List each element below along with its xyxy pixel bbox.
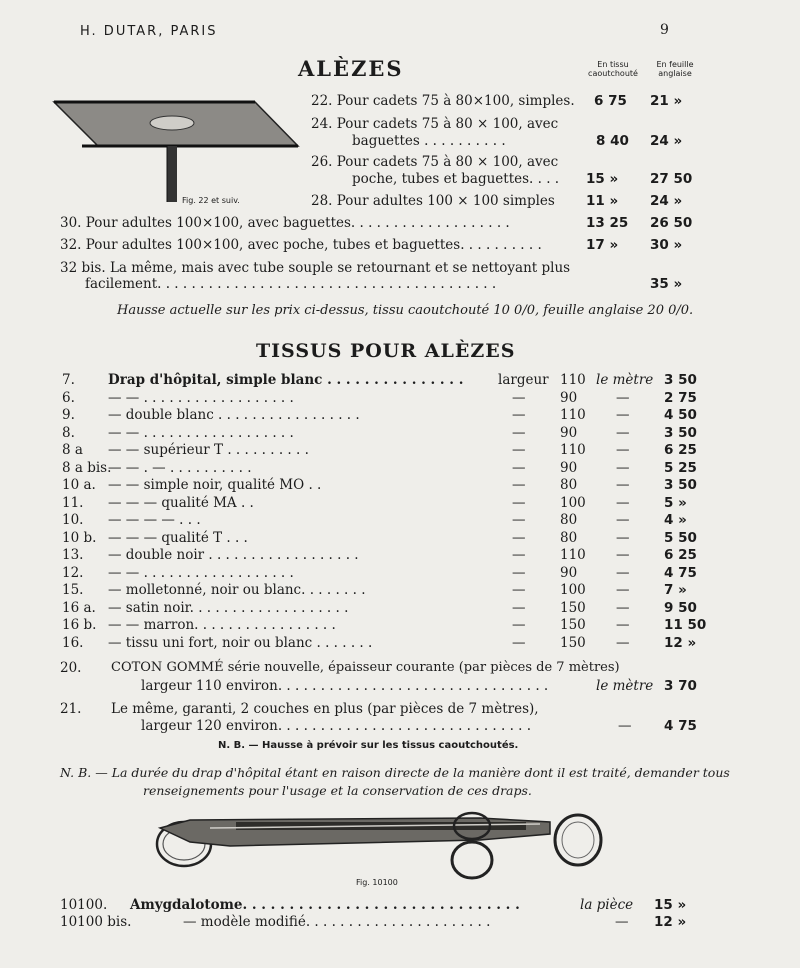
tissu-row-ref: 9. [62, 407, 75, 423]
tissu-row-unit: le mètre [596, 372, 654, 388]
tissu-row-desc: — — marron. . . . . . . . . . . . . . . . . [108, 617, 336, 633]
tissu-row-width: 110 [560, 407, 586, 423]
item-10100-desc: Amygdalotome. . . . . . . . . . . . . . . . . . . . . . . . . . . . . . [130, 897, 520, 913]
tissu-row-price: 4 50 [664, 407, 697, 423]
tissu-row-largeur: — [512, 599, 526, 616]
tissu-row-price: 7 » [664, 582, 687, 598]
tissu-row-largeur: — [512, 617, 526, 633]
item-20-price: 3 70 [664, 678, 697, 694]
tissu-row-width: 80 [560, 512, 578, 528]
tissu-row-ref: 10 b. [62, 529, 97, 546]
page-number: 9 [660, 22, 669, 38]
item-20-unit: le mètre [596, 678, 654, 694]
tissu-row-ref: 16 b. [62, 617, 97, 633]
tissu-row-width: 90 [560, 459, 578, 476]
tissu-row-width: 110 [560, 372, 586, 388]
item-28-text: 28. Pour adultes 100 × 100 simples [311, 193, 555, 209]
tissu-row-largeur: — [512, 547, 526, 563]
tissu-row-width: 150 [560, 617, 586, 633]
tissu-row-width: 80 [560, 529, 578, 546]
tissu-row-ref: 16 a. [62, 599, 96, 616]
item-10100-price: 15 » [654, 897, 687, 913]
tissu-row-largeur: — [512, 477, 526, 493]
item-26-text-b: poche, tubes et baguettes. . . . [352, 171, 560, 187]
item-30-price-tissu: 13 25 [586, 215, 629, 231]
item-20-text-b: largeur 110 environ. . . . . . . . . . . . . . . . . . . . . . . . . . . . . . . . [141, 678, 549, 694]
tissu-row-largeur: — [512, 442, 526, 458]
item-24-text-b: baguettes . . . . . . . . . . [352, 133, 506, 149]
figure-caption-10100: Fig. 10100 [356, 878, 398, 887]
item-22-text: 22. Pour cadets 75 à 80×100, simples. [311, 93, 575, 109]
tissu-row-ref: 13. [62, 547, 84, 563]
tissu-row-largeur: — [512, 424, 526, 441]
tissu-row-width: 110 [560, 547, 586, 563]
item-21-unit: — [618, 718, 632, 734]
item-21-text-b: largeur 120 environ. . . . . . . . . . . . . . . . . . . . . . . . . . . . . . [141, 718, 532, 734]
tissu-row-width: 90 [560, 389, 578, 406]
column-header-tissu: En tissu caoutchouté [588, 60, 638, 78]
tissu-row-width: 100 [560, 582, 586, 598]
tissu-row-price: 12 » [664, 634, 697, 651]
tissu-row-width: 80 [560, 477, 578, 493]
tissu-row-desc: — double noir . . . . . . . . . . . . . . . . . . [108, 547, 359, 563]
item-32-price-tissu: 17 » [586, 237, 619, 253]
tissu-row-desc: — — . . . . . . . . . . . . . . . . . . [108, 564, 294, 581]
item-21-ref: 21. [60, 701, 82, 717]
tissu-row-width: 90 [560, 564, 578, 581]
nb-note-line-b: renseignements pour l'usage et la conservation de ces draps. [143, 783, 532, 798]
item-26-price-tissu: 15 » [586, 171, 619, 187]
tissu-row-desc: — — supérieur T . . . . . . . . . . [108, 442, 309, 458]
tissu-row-unit: — [616, 599, 630, 616]
item-32-text: 32. Pour adultes 100×100, avec poche, tubes et baguettes. . . . . . . . . . [60, 237, 542, 253]
item-30-text: 30. Pour adultes 100×100, avec baguettes. . . . . . . . . . . . . . . . . . . [60, 215, 510, 231]
tissu-row-ref: 8 a [62, 442, 83, 458]
tissu-row-width: 100 [560, 494, 586, 511]
item-28-price-feuille: 24 » [650, 193, 683, 209]
tissu-row-price: 4 75 [664, 564, 697, 581]
tissu-row-largeur: — [512, 564, 526, 581]
item-10100bis-price: 12 » [654, 914, 687, 930]
tissu-row-desc: — — — qualité MA . . [108, 494, 254, 511]
tissu-row-desc: — — . . . . . . . . . . . . . . . . . . [108, 424, 294, 441]
tissu-row-unit: — [616, 477, 630, 493]
item-22-price-tissu: 6 75 [594, 93, 627, 109]
tissu-row-ref: 11. [62, 494, 84, 511]
tissu-row-desc: — tissu uni fort, noir ou blanc . . . . . . . [108, 634, 373, 651]
tissu-row-price: 5 » [664, 494, 687, 511]
item-10100-ref: 10100. [60, 897, 108, 913]
bed-pad-illustration [50, 96, 300, 226]
column-header-feuille: En feuille anglaise [656, 60, 694, 78]
tissu-row-width: 150 [560, 599, 586, 616]
tissu-row-desc: — satin noir. . . . . . . . . . . . . . . . . . . [108, 599, 349, 616]
nb-hausse-note: N. B. — Hausse à prévoir sur les tissus caoutchoutés. [218, 740, 519, 751]
tissu-row-desc: — — . — . . . . . . . . . . [108, 459, 252, 476]
item-10100bis-desc: — modèle modifié. . . . . . . . . . . . . . . . . . . . . . [183, 914, 491, 930]
tissu-row-width: 110 [560, 442, 586, 458]
tissu-row-unit: — [616, 582, 630, 598]
item-28-price-tissu: 11 » [586, 193, 619, 209]
item-24-price-tissu: 8 40 [596, 133, 629, 149]
tissu-row-unit: — [616, 512, 630, 528]
tissu-row-price: 2 75 [664, 389, 697, 406]
item-32bis-text-b: facilement. . . . . . . . . . . . . . . . . . . . . . . . . . . . . . . . . . . . . . . . [85, 276, 497, 292]
tissu-row-price: 3 50 [664, 477, 697, 493]
tissu-row-largeur: — [512, 634, 526, 651]
item-10100bis-unit: — [615, 914, 629, 930]
nb-note-line-a: N. B. — La durée du drap d'hôpital étant en raison directe de la manière dont il est traité, demander tous [60, 765, 730, 780]
item-30-price-feuille: 26 50 [650, 215, 693, 231]
tissu-row-ref: 7. [62, 372, 75, 388]
tissu-row-unit: — [616, 442, 630, 458]
tissu-row-ref: 10 a. [62, 477, 96, 493]
tissu-row-desc: — — — — . . . [108, 512, 201, 528]
tissu-row-unit: — [616, 494, 630, 511]
item-26-text-a: 26. Pour cadets 75 à 80 × 100, avec [311, 154, 559, 170]
tissu-row-unit: — [616, 634, 630, 651]
tissu-row-desc: — — simple noir, qualité MO . . [108, 477, 322, 493]
tissu-row-unit: — [616, 459, 630, 476]
figure-caption-22: Fig. 22 et suiv. [182, 196, 240, 205]
tissu-row-unit: — [616, 617, 630, 633]
tissu-row-unit: — [616, 424, 630, 441]
tissu-row-unit: — [616, 529, 630, 546]
tissu-row-desc: — — — qualité T . . . [108, 529, 248, 546]
tissu-row-largeur: — [512, 389, 526, 406]
price-surcharge-note: Hausse actuelle sur les prix ci-dessus, tissu caoutchouté 10 0/0, feuille anglaise 20 0/0. [117, 303, 694, 318]
tissu-row-desc: Drap d'hôpital, simple blanc . . . . . . . . . . . . . . . [108, 372, 464, 388]
tissu-row-desc: — molletonné, noir ou blanc. . . . . . . . [108, 582, 366, 598]
tissu-row-unit: — [616, 564, 630, 581]
tissu-row-price: 11 50 [664, 617, 707, 633]
tissu-row-price: 9 50 [664, 599, 697, 616]
tissu-row-desc: — — . . . . . . . . . . . . . . . . . . [108, 389, 294, 406]
tissu-row-largeur: — [512, 582, 526, 598]
tissu-row-price: 5 50 [664, 529, 697, 546]
tissu-row-ref: 8 a bis. [62, 459, 112, 476]
tissu-row-unit: — [616, 407, 630, 423]
item-24-text-a: 24. Pour cadets 75 à 80 × 100, avec [311, 116, 559, 132]
section-title-alezes: ALÈZES [298, 56, 404, 81]
tissu-row-unit: — [616, 389, 630, 406]
tissu-row-largeur: — [512, 407, 526, 423]
tissu-row-ref: 15. [62, 582, 84, 598]
item-20-text-a: COTON GOMMÉ série nouvelle, épaisseur courante (par pièces de 7 mètres) [111, 660, 620, 675]
tissu-row-price: 3 50 [664, 372, 697, 388]
item-22-price-feuille: 21 » [650, 93, 683, 109]
tissu-row-price: 6 25 [664, 547, 697, 563]
item-21-text-a: Le même, garanti, 2 couches en plus (par pièces de 7 mètres), [111, 701, 539, 717]
tissu-row-price: 4 » [664, 512, 687, 528]
tissu-row-width: 150 [560, 634, 586, 651]
tissu-row-largeur: — [512, 529, 526, 546]
tissu-row-ref: 10. [62, 512, 84, 528]
tissu-row-desc: — double blanc . . . . . . . . . . . . . . . . . [108, 407, 360, 423]
item-20-ref: 20. [60, 660, 82, 676]
tissu-row-largeur: — [512, 512, 526, 528]
tissu-row-largeur: — [512, 459, 526, 476]
tissu-row-ref: 16. [62, 634, 84, 651]
section-title-tissus: TISSUS POUR ALÈZES [256, 340, 516, 362]
tissu-row-ref: 8. [62, 424, 75, 441]
item-21-price: 4 75 [664, 718, 697, 734]
item-10100bis-ref: 10100 bis. [60, 914, 132, 930]
item-32-price-feuille: 30 » [650, 237, 683, 253]
item-32bis-text-a: 32 bis. La même, mais avec tube souple se retournant et se nettoyant plus [60, 260, 571, 276]
item-26-price-feuille: 27 50 [650, 171, 693, 187]
item-24-price-feuille: 24 » [650, 133, 683, 149]
tissu-row-ref: 6. [62, 389, 75, 406]
tissu-row-ref: 12. [62, 564, 84, 581]
item-10100-unit: la pièce [580, 897, 634, 913]
running-header: H. DUTAR, PARIS [80, 24, 218, 39]
tissu-row-price: 6 25 [664, 442, 697, 458]
item-32bis-price-feuille: 35 » [650, 276, 683, 292]
tissu-row-width: 90 [560, 424, 578, 441]
tissu-row-price: 5 25 [664, 459, 697, 476]
tissu-row-unit: — [616, 547, 630, 563]
tissu-row-price: 3 50 [664, 424, 697, 441]
tissu-row-largeur: — [512, 494, 526, 511]
tissu-row-largeur: largeur [498, 372, 549, 388]
